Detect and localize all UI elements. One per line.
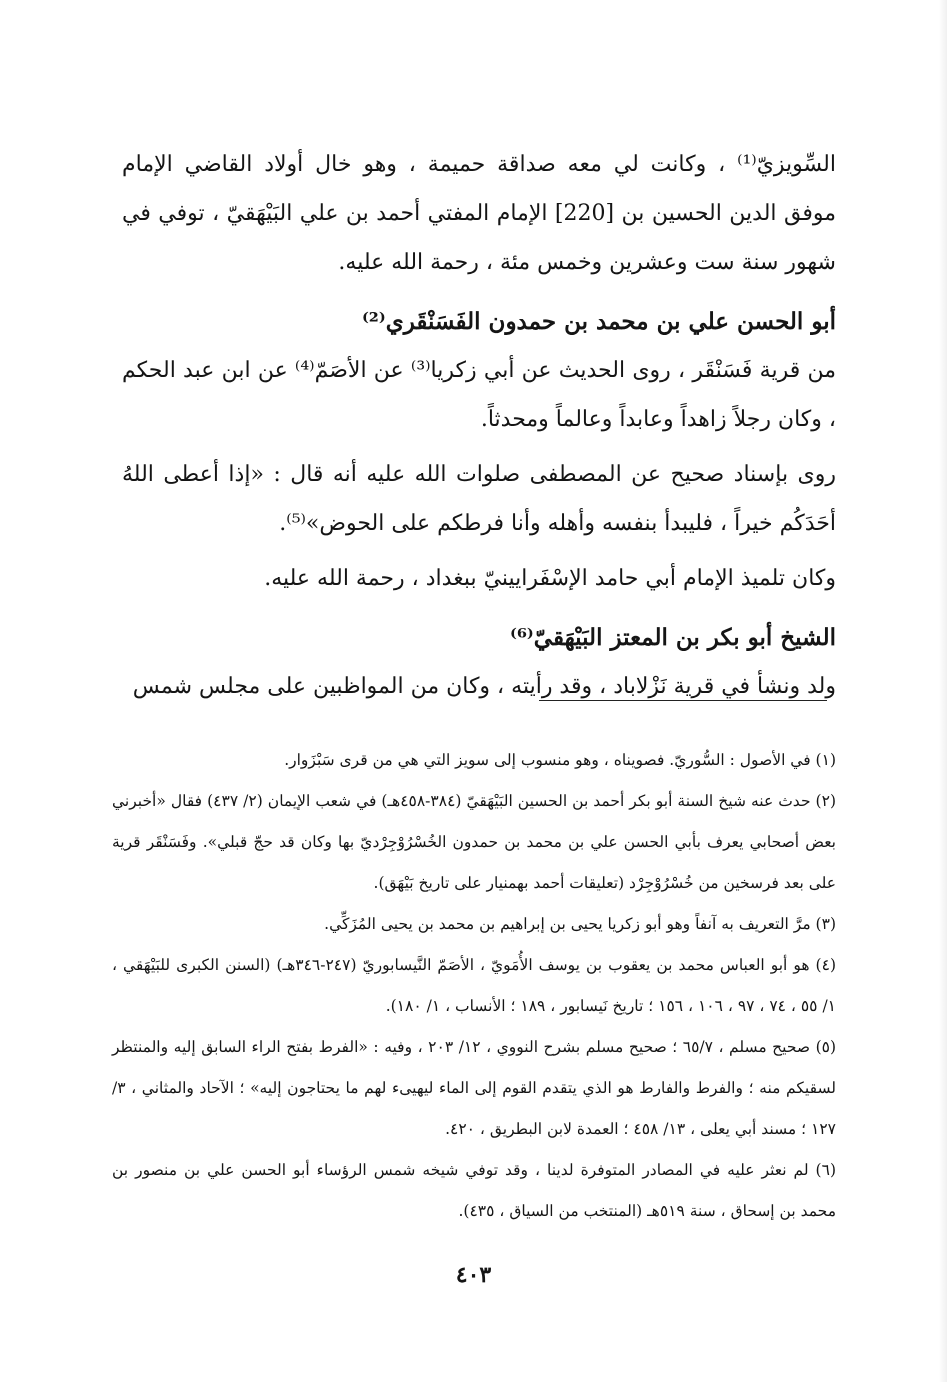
footnote-2: (٢) حدث عنه شيخ السنة أبو بكر أحمد بن الحسين البَيْهَقيّ (٣٨٤-٤٥٨هـ) في شعب الإيمان (٢/ ٤٣٧) فقال «أخبرني بعض أصحابي يعرف بأبي الحسن علي بن محمد بن حمدون الخُسْرُوْجِرْديّ بها وكان قد حجّ قبلي». وفَسَنْقَر قرية على بعد فرسخين من خُسْرُوْجِرْد (تعليقات أحمد بهمنيار على تاريخ بَيْهَق). — [112, 792, 836, 892]
main-text — [122, 140, 836, 711]
footnote-5: (٥) صحيح مسلم ، ٦٥/٧ ؛ صحيح مسلم بشرح النووي ، ١٢/ ٢٠٣ ، وفيه : «الفرط بفتح الراء السابق إليه والمنتظر لسقيكم منه ؛ والفرط والفارط هو الذي يتقدم القوم إلى الماء ليهيىء لهم ما يحتاجون إليه» ؛ الآحاد والمثاني ، ٣/ ١٢٧ ؛ مسند أبي يعلى ، ١٣/ ٤٥٨ ؛ العمدة لابن البطريق ، ٤٢٠. — [112, 1038, 837, 1138]
footnote-4: (٤) هو أبو العباس محمد بن يعقوب بن يوسف الأُمَويّ ، الأصَمّ النَّيسابوريّ (٢٤٧-٣٤٦هـ) (السنن الكبرى للبَيْهَقي ، ١/ ٥٥ ، ٧٤ ، ٩٧ ، ١٠٦ ، ١٥٦ ؛ تاريخ نَيسابور ، ١٨٩ ؛ الأنساب ، ١/ ١٨٠). — [112, 956, 836, 1015]
footnotes — [112, 740, 836, 1232]
footnote-3: (٣) مرَّ التعريف به آنفاً وهو أبو زكريا يحيى بن إبراهيم بن محمد بن يحيى المُزَكِّي. — [324, 915, 836, 933]
footnote-divider — [539, 700, 827, 701]
page-number: ٤٠٣ — [455, 1262, 492, 1288]
paragraph-3: روى بإسناد صحيح عن المصطفى صلوات الله عليه أنه قال : «إذا أعطى اللهُ أحَدَكُم خيراً ، فليبدأ بنفسه وأهله وأنا فرطكم على الحوض»⁽⁵⁾. — [122, 462, 836, 536]
paragraph-2: من قرية فَسَنْقَر ، روى الحديث عن أبي زكريا⁽³⁾ عن الأصَمّ⁽⁴⁾ عن ابن عبد الحكم ، وكان رجلاً زاهداً وعابداً وعالماً ومحدثاً. — [122, 358, 836, 432]
page-edge-shadow — [939, 0, 947, 1382]
footnote-6: (٦) لم نعثر عليه في المصادر المتوفرة لدينا ، وقد توفي شيخه شمس الرؤساء أبو الحسن علي بن منصور بن محمد بن إسحاق ، سنة ٥١٩هـ (المنتخب من السياق ، ٤٣٥). — [112, 1161, 836, 1220]
paragraph-4: وكان تلميذ الإمام أبي حامد الإسْفَرايينيّ ببغداد ، رحمة الله عليه. — [264, 566, 836, 591]
entry-heading-2: الشيخ أبو بكر بن المعتز البَيْهَقيّ⁽⁶⁾ — [509, 624, 836, 651]
paragraph-5: ولد ونشأ في قرية نَزْلاباد ، وقد رأيته ، وكان من المواظبين على مجلس شمس — [132, 674, 836, 699]
paragraph-1: السِّويزيّ⁽¹⁾ ، وكانت لي معه صداقة حميمة ، وهو خال أولاد القاضي الإمام موفق الدين الحسين بن [220] الإمام المفتي أحمد بن علي البَيْهَقيّ ، توفي في شهور سنة ست وعشرين وخمس مئة ، رحمة الله عليه. — [122, 152, 836, 275]
entry-heading-1: أبو الحسن علي بن محمد بن حمدون الفَسَنْقَري⁽²⁾ — [361, 308, 836, 335]
footnote-1: (١) في الأصول : السُّوريّ. فصويناه ، وهو منسوب إلى سويز التي هي من قرى سَبْزَوار. — [284, 751, 836, 769]
